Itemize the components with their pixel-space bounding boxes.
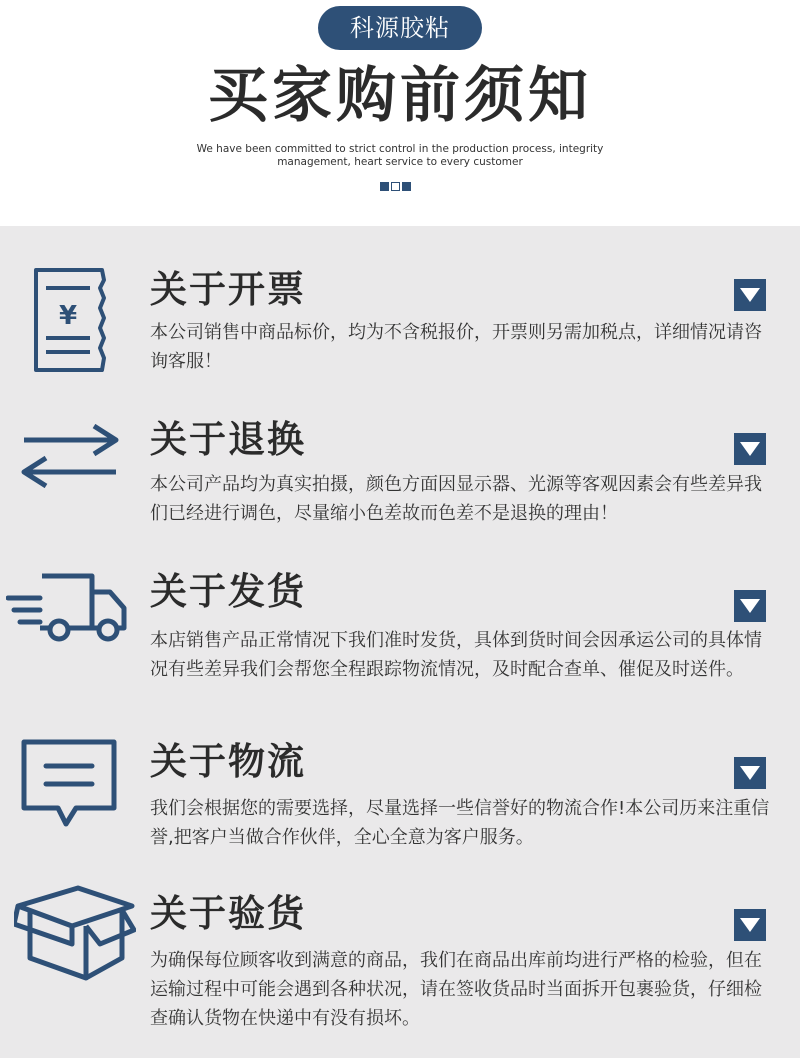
invoice-icon	[28, 266, 110, 374]
exchange-arrows-icon	[20, 424, 120, 488]
chevron-down-icon	[734, 757, 766, 789]
chevron-down-icon	[734, 433, 766, 465]
section-text: 我们会根据您的需要选择，尽量选择一些信誉好的物流合作!本公司历来注重信誉,把客户当做合作伙伴，全心全意为客户服务。	[150, 798, 770, 848]
section-text: 本公司销售中商品标价，均为不含税报价，开票则另需加税点，详细情况请咨询客服！	[150, 322, 762, 372]
section-title: 关于验货	[150, 892, 306, 935]
subtitle-line-2: management, heart service to every customer	[277, 156, 523, 168]
section-text: 本公司产品均为真实拍摄，颜色方面因显示器、光源等客观因素会有些差异我们已经进行调色，尽量缩小色差故而色差不是退换的理由！	[150, 474, 762, 524]
section-title: 关于退换	[150, 418, 306, 461]
section-title: 关于物流	[150, 740, 306, 783]
header	[0, 0, 800, 226]
section-text: 为确保每位顾客收到满意的商品，我们在商品出库前均进行严格的检验，但在运输过程中可能会遇到各种状况，请在签收货品时当面拆开包裹验货，仔细检查确认货物在快递中有没有损坏。	[150, 950, 762, 1029]
dot-icon	[380, 182, 389, 191]
subtitle-line-1: We have been committed to strict control in the production process, integrity	[196, 143, 604, 155]
section-title: 关于开票	[150, 268, 306, 311]
section-title: 关于发货	[150, 570, 306, 613]
chevron-down-icon	[734, 590, 766, 622]
package-box-icon	[14, 880, 136, 986]
delivery-truck-icon	[6, 568, 130, 646]
message-icon	[20, 738, 118, 830]
chevron-down-icon	[734, 909, 766, 941]
notice-list	[0, 226, 800, 1058]
page-title: 买家购前须知	[208, 61, 592, 131]
dot-icon	[402, 182, 411, 191]
dot-icon	[391, 182, 400, 191]
decorative-dots	[380, 182, 411, 191]
page-subtitle	[180, 143, 620, 169]
svg-text:¥: ¥	[58, 301, 78, 331]
chevron-down-icon	[734, 279, 766, 311]
brand-badge: 科源胶粘	[318, 6, 482, 50]
section-text: 本店销售产品正常情况下我们准时发货，具体到货时间会因承运公司的具体情况有些差异我们会帮您全程跟踪物流情况，及时配合查单、催促及时送件。	[150, 630, 762, 680]
